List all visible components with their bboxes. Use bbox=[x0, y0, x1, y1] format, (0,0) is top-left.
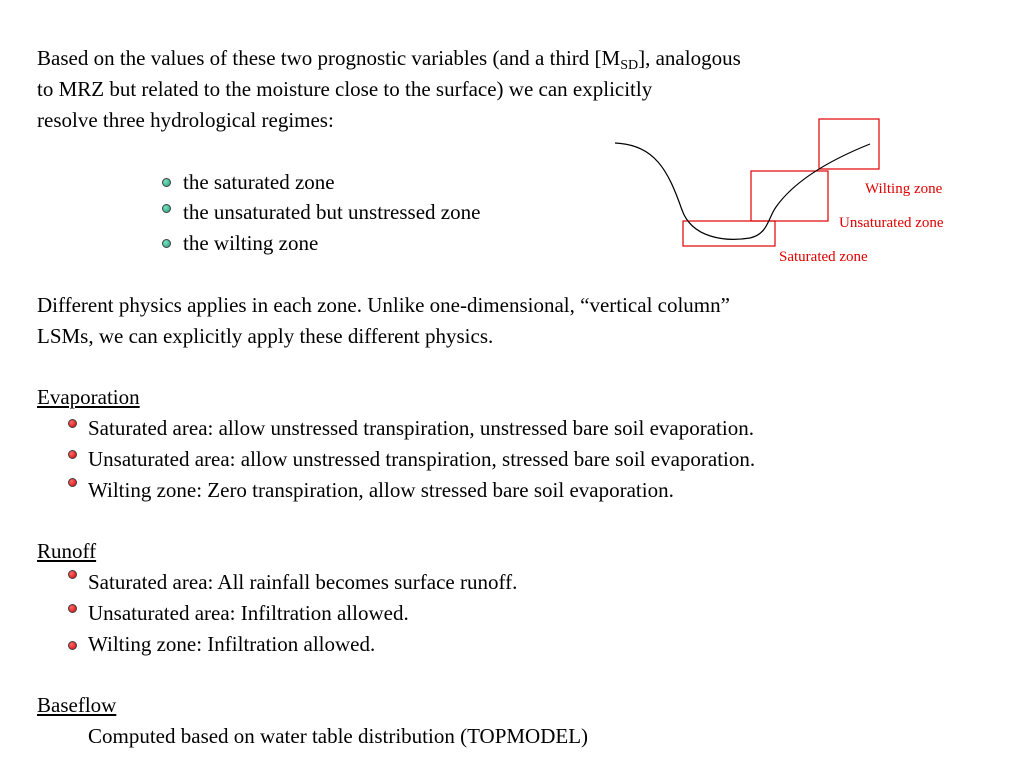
runoff-heading: Runoff bbox=[37, 539, 97, 563]
red-bullet-icon bbox=[68, 450, 77, 459]
msd-subscript: SD bbox=[620, 58, 639, 73]
green-bullet-icon bbox=[162, 239, 171, 248]
saturated-zone-label: Saturated zone bbox=[779, 249, 868, 265]
runoff-item: Unsaturated area: Infiltration allowed. bbox=[88, 601, 409, 625]
intro-line-1: Based on the values of these two prognostic variables (and a third $[M_{SD}]$, analogous bbox=[37, 46, 741, 73]
saturated-zone-box bbox=[683, 221, 775, 246]
red-bullet-icon bbox=[68, 570, 77, 579]
evaporation-item: Wilting zone: Zero transpiration, allow stressed bare soil evaporation. bbox=[88, 478, 674, 502]
red-bullet-icon bbox=[68, 419, 77, 428]
red-bullet-icon bbox=[68, 478, 77, 487]
regime-item-saturated: the saturated zone bbox=[183, 170, 335, 194]
red-bullet-icon bbox=[68, 604, 77, 613]
regime-item-unsaturated: the unsaturated but unstressed zone bbox=[183, 200, 481, 224]
physics-line-2: LSMs, we can explicitly apply these different physics. bbox=[37, 324, 494, 348]
red-bullet-icon bbox=[68, 641, 77, 650]
intro-line-3: resolve three hydrological regimes: bbox=[37, 108, 334, 132]
unsaturated-zone-box bbox=[751, 171, 828, 221]
runoff-item: Wilting zone: Infiltration allowed. bbox=[88, 632, 376, 656]
unsaturated-zone-label: Unsaturated zone bbox=[839, 215, 944, 231]
baseflow-heading: Baseflow bbox=[37, 693, 117, 717]
green-bullet-icon bbox=[162, 178, 171, 187]
wilting-zone-label: Wilting zone bbox=[865, 181, 943, 197]
evaporation-item: Unsaturated area: allow unstressed transpiration, stressed bare soil evaporation. bbox=[88, 447, 756, 471]
moisture-curve bbox=[615, 143, 870, 239]
baseflow-text: Computed based on water table distribution (TOPMODEL) bbox=[88, 724, 589, 748]
runoff-item: Saturated area: All rainfall becomes surface runoff. bbox=[88, 570, 518, 594]
evaporation-heading: Evaporation bbox=[37, 385, 140, 409]
physics-line-1: Different physics applies in each zone. Unlike one-dimensional, “vertical column” bbox=[37, 293, 730, 317]
green-bullet-icon bbox=[162, 204, 171, 213]
intro-line-2: to MRZ but related to the moisture close to the surface) we can explicitly bbox=[37, 77, 653, 101]
evaporation-item: Saturated area: allow unstressed transpiration, unstressed bare soil evaporation. bbox=[88, 416, 754, 440]
regime-item-wilting: the wilting zone bbox=[183, 231, 319, 255]
